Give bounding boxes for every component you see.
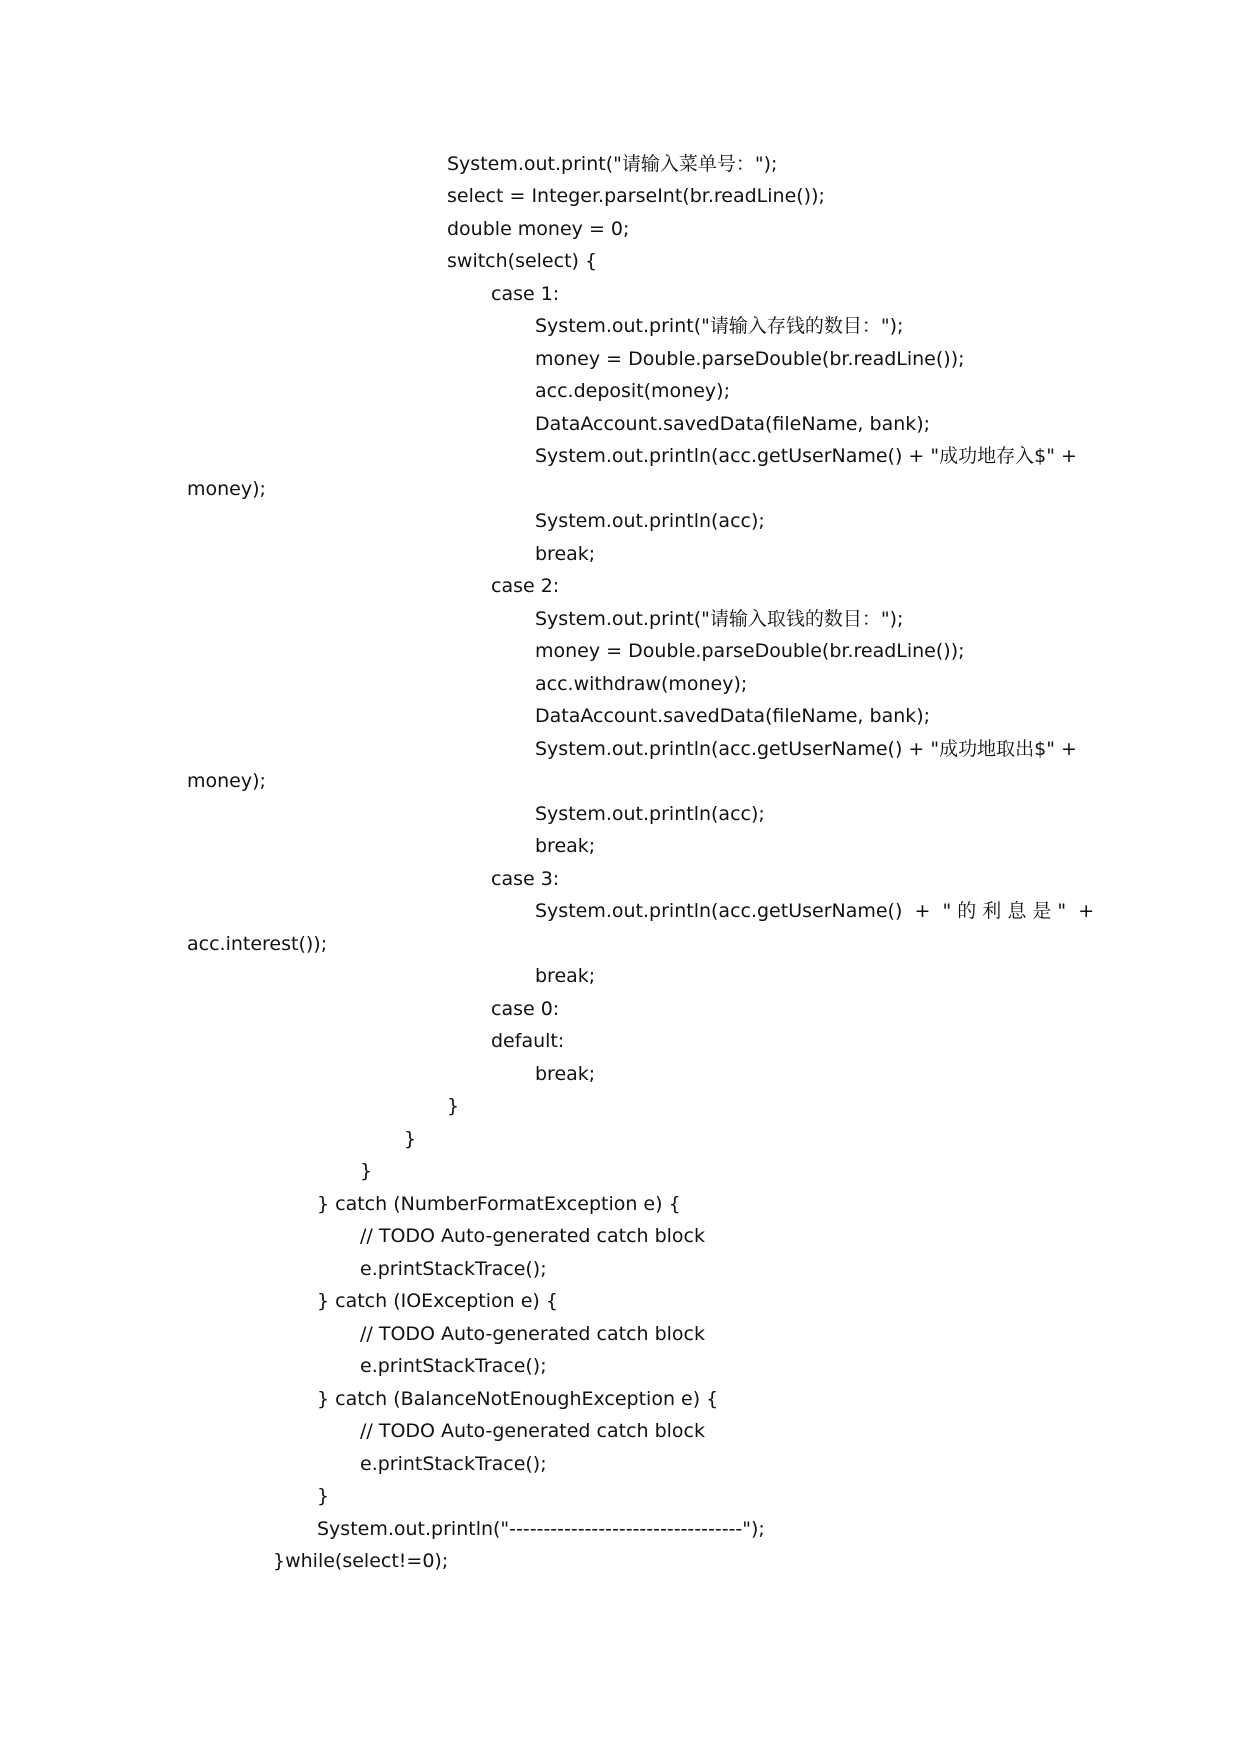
code-line: // TODO Auto-generated catch block <box>360 1323 706 1345</box>
code-line: } <box>360 1160 373 1182</box>
code-line: }while(select!=0); <box>273 1550 449 1572</box>
code-line: // TODO Auto-generated catch block <box>360 1420 706 1442</box>
code-line: System.out.print("请输入取钱的数目："); <box>535 608 904 630</box>
code-line: case 3: <box>491 868 560 890</box>
code-line: double money = 0; <box>447 218 630 240</box>
code-line: money = Double.parseDouble(br.readLine()); <box>535 640 965 662</box>
code-line: e.printStackTrace(); <box>360 1355 547 1377</box>
code-line: case 0: <box>491 998 560 1020</box>
code-line: break; <box>535 543 596 565</box>
code-line: } <box>317 1485 330 1507</box>
code-line: acc.deposit(money); <box>535 380 730 402</box>
code-line: } catch (BalanceNotEnoughException e) { <box>317 1388 719 1410</box>
code-line: } catch (NumberFormatException e) { <box>317 1193 681 1215</box>
code-line: // TODO Auto-generated catch block <box>360 1225 706 1247</box>
code-line: break; <box>535 835 596 857</box>
code-line: System.out.println(acc); <box>535 803 765 825</box>
code-line: System.out.println(acc.getUserName() + " 的 利 息 是 " + <box>535 900 1095 922</box>
code-line: switch(select) { <box>447 250 598 272</box>
code-line: money); <box>187 770 266 792</box>
code-line: case 2: <box>491 575 560 597</box>
code-line: money); <box>187 478 266 500</box>
code-line: DataAccount.savedData(fileName, bank); <box>535 705 931 727</box>
code-line: System.out.println(acc.getUserName() + "成功地取出$" + <box>535 738 1077 760</box>
code-line: DataAccount.savedData(fileName, bank); <box>535 413 931 435</box>
code-line: case 1: <box>491 283 560 305</box>
code-line: acc.withdraw(money); <box>535 673 748 695</box>
code-line: default: <box>491 1030 565 1052</box>
code-line: select = Integer.parseInt(br.readLine()); <box>447 185 825 207</box>
code-line: System.out.println(acc.getUserName() + "成功地存入$" + <box>535 445 1077 467</box>
code-line: acc.interest()); <box>187 933 328 955</box>
code-line: } <box>447 1095 460 1117</box>
code-line: System.out.print("请输入菜单号："); <box>447 153 778 175</box>
code-line: } catch (IOException e) { <box>317 1290 558 1312</box>
code-line: System.out.print("请输入存钱的数目："); <box>535 315 904 337</box>
code-line: System.out.println("----------------------------------"); <box>317 1518 765 1540</box>
code-line: } <box>404 1128 417 1150</box>
code-line: e.printStackTrace(); <box>360 1258 547 1280</box>
code-line: e.printStackTrace(); <box>360 1453 547 1475</box>
code-line: money = Double.parseDouble(br.readLine()); <box>535 348 965 370</box>
code-line: break; <box>535 965 596 987</box>
code-line: break; <box>535 1063 596 1085</box>
code-line: System.out.println(acc); <box>535 510 765 532</box>
